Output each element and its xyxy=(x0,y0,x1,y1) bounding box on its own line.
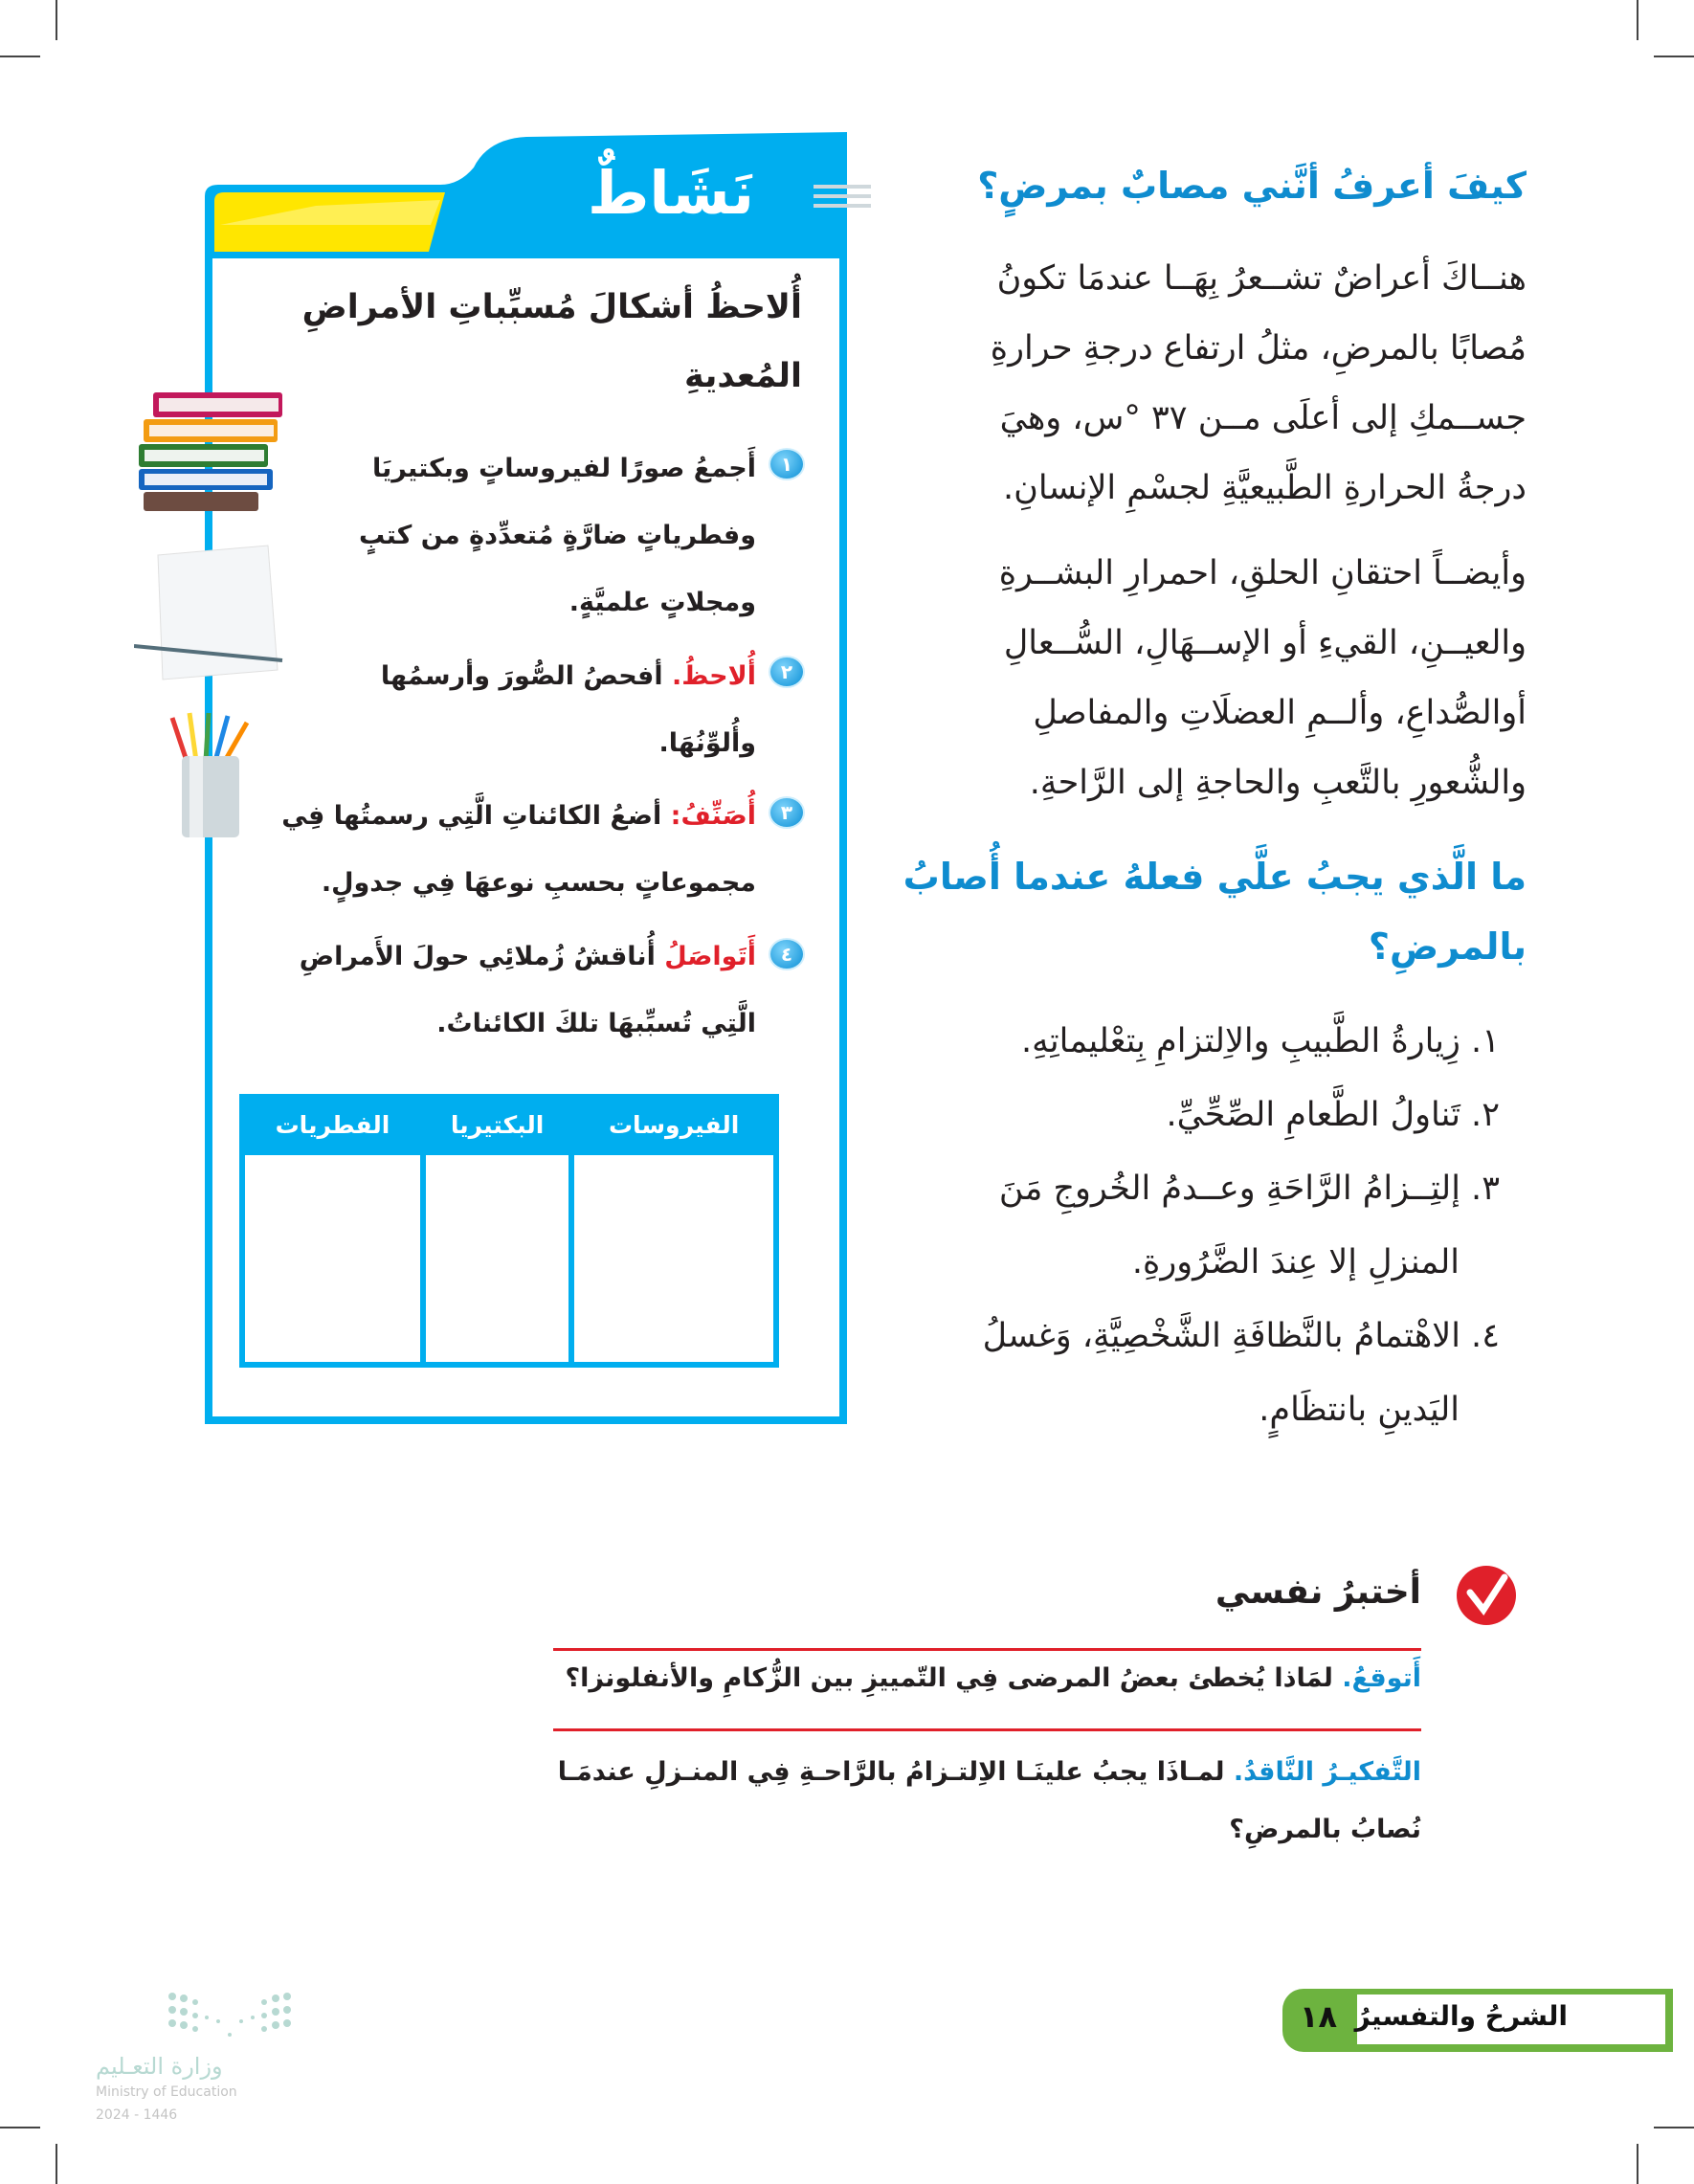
step-label: أُلاحظُ. xyxy=(672,661,756,691)
divider xyxy=(553,1728,1421,1731)
section-title-what-to-do xyxy=(903,842,1527,982)
list-item-continued: المنزلِ إلا عِندَ الضَّرُورةِ. xyxy=(1131,1243,1460,1281)
question-text: لمـاذَا يجبُ علينَـا الاِلتـزامُ بالرَّاحـةِ فِي المنـزلِ عندمَـا xyxy=(557,1757,1225,1787)
crop-mark xyxy=(0,2127,40,2128)
text-line: درجةُ الحرارةِ الطَّبيعيَّةِ لجسْمِ الإنسانِ. xyxy=(1003,469,1527,507)
list-item: ٤. الاهْتمامُ بالنَّظافَةِ الشَّخْصِيَّةِ، وَغسلُ xyxy=(982,1317,1500,1355)
heading-line: المُعديةِ xyxy=(684,357,802,395)
step-text: أُناقشُ زُملائِي حولَ الأَمراضِ xyxy=(299,942,656,971)
symptoms-paragraph-1 xyxy=(991,244,1527,524)
list-item: ٢. تَناولُ الطَّعامِ الصِّحِّيِّ. xyxy=(1166,1096,1500,1134)
step-text: مجموعاتٍ بحسبِ نوعهَا فِي جدولٍ. xyxy=(321,868,756,898)
books-icon xyxy=(139,392,282,511)
symptoms-paragraph-2 xyxy=(999,539,1527,818)
table-cell-viruses[interactable] xyxy=(574,1155,773,1362)
step-text: وفطرياتٍ ضارَّةٍ مُتعدِّدةٍ من كتبٍ xyxy=(359,521,756,550)
activity-step-1 xyxy=(359,435,756,636)
text-line: والعيــنِ، القيءِ أو الإســهَالِ، السُّــعالِ xyxy=(1003,624,1527,662)
table-cell-fungi[interactable] xyxy=(245,1155,420,1362)
stationery-illustration xyxy=(134,383,306,842)
question-text: لمَاذا يُخطئ بعضُ المرضى فِي التّمييزِ بين الزُّكامِ والأنفلونزا؟ xyxy=(565,1663,1333,1693)
section-title-symptoms: كيفَ أعرفُ أنَّني مصابٌ بمرضٍ؟ xyxy=(977,165,1527,207)
crop-mark xyxy=(56,2144,57,2184)
text-line: والشُّعورِ بالتَّعبِ والحاجةِ إلى الرَّاحةِ. xyxy=(1029,764,1527,802)
activity-badge: نَشَاطٌ xyxy=(587,158,754,228)
step-text: أضعُ الكائناتِ الَّتِي رسمتُها فِي xyxy=(281,801,662,831)
step-label: أَتَواصَلُ xyxy=(664,942,756,971)
step-text: أفحصُ الصُّورَ وأرسمُها xyxy=(380,661,663,691)
step-text: وأُلوِّنُهَا. xyxy=(658,728,756,758)
ministry-name-en: Ministry of Education xyxy=(96,2084,237,2100)
step-number-badge: ٤ xyxy=(769,938,805,970)
question-critical-thinking xyxy=(558,1744,1421,1859)
care-list xyxy=(983,1005,1527,1447)
crop-mark xyxy=(0,56,40,57)
step-text: الَّتِي تُسبِّبهَا تلكَ الكائناتُ. xyxy=(436,1009,756,1038)
section-label: الشرحُ والتفسيرُ xyxy=(1354,2000,1568,2032)
question-label: التَّفكيـرُ النَّاقدُ. xyxy=(1233,1757,1421,1787)
divider xyxy=(553,1648,1421,1651)
text-line: هنــاكَ أعراضٌ تشــعرُ بِهَــا عندمَا تكونُ xyxy=(996,259,1527,298)
list-item: ١. زِيارةُ الطَّبيبِ والاِلتزامِ بِتعْليماتِهِ. xyxy=(1021,1022,1500,1060)
crop-mark xyxy=(1654,56,1694,57)
self-test-title: أختبرُ نفسي xyxy=(1215,1572,1421,1612)
heading-line: أُلاحظُ أشكالَ مُسبِّباتِ الأمراضِ xyxy=(301,288,802,326)
pencil-cup-icon xyxy=(172,713,247,837)
ministry-name-ar: وزارة التعـليم xyxy=(96,2053,223,2080)
step-number-badge: ٣ xyxy=(769,796,805,829)
activity-step-4 xyxy=(300,924,756,1058)
table-header-fungi: الفطريات xyxy=(245,1100,420,1149)
activity-step-3 xyxy=(281,783,756,917)
title-line: ما الَّذي يجبُ علَّي فعلهُ عندما أُصابُ xyxy=(903,856,1527,898)
table-header-viruses: الفيروسات xyxy=(574,1100,773,1149)
question-label: أَتوقعُ. xyxy=(1342,1663,1421,1693)
step-number-badge: ٢ xyxy=(769,656,805,688)
text-line: مُصابًا بالمرضِ، مثلُ ارتفاع درجةِ حرارةِ xyxy=(990,329,1527,368)
ministry-logo-icon xyxy=(163,1989,316,2046)
question-text: نُصابُ بالمرضِ؟ xyxy=(1229,1815,1421,1844)
classification-table xyxy=(239,1094,779,1368)
table-cell-bacteria[interactable] xyxy=(426,1155,568,1362)
step-number-badge: ١ xyxy=(769,448,805,480)
page-badge xyxy=(1282,1989,1673,2052)
text-line: وأيضــاً احتقانِ الحلقِ، احمرارِ البشــرةِ xyxy=(998,554,1527,592)
paper-pencil-icon xyxy=(134,546,282,680)
crop-mark xyxy=(1654,2127,1694,2128)
page-number: ١٨ xyxy=(1300,1998,1338,2035)
activity-header-banner xyxy=(201,129,871,258)
activity-heading xyxy=(302,273,802,411)
list-item-continued: اليَدينِ بانتظَامٍ. xyxy=(1259,1391,1460,1429)
text-line: جســمكِ إلى أعلَى مــن ٣٧ °س، وهيَ xyxy=(999,399,1527,437)
step-text: ومجلاتٍ علميَّةٍ. xyxy=(568,588,756,617)
question-predict xyxy=(566,1663,1422,1693)
step-label: أُصَنِّفُ: xyxy=(670,801,756,831)
list-item: ٣. إلتِــزامُ الرَّاحَةِ وعــدمُ الخُروجِ مَنَ xyxy=(998,1170,1500,1208)
activity-step-2 xyxy=(381,643,756,777)
crop-mark xyxy=(1637,0,1638,40)
crop-mark xyxy=(1637,2144,1638,2184)
title-line: بالمرضِ؟ xyxy=(1368,925,1527,968)
step-text: أَجمعُ صورًا لفيروساتٍ وبكتيريَا xyxy=(371,454,756,483)
text-line: أوالصُّداعِ، وألــمِ العضلَاتِ والمفاصلِ xyxy=(1033,694,1527,732)
edition-year: 2024 - 1446 xyxy=(96,2107,178,2123)
crop-mark xyxy=(56,0,57,40)
checkmark-icon xyxy=(1455,1564,1518,1627)
table-header-bacteria: البكتيريا xyxy=(426,1100,568,1149)
